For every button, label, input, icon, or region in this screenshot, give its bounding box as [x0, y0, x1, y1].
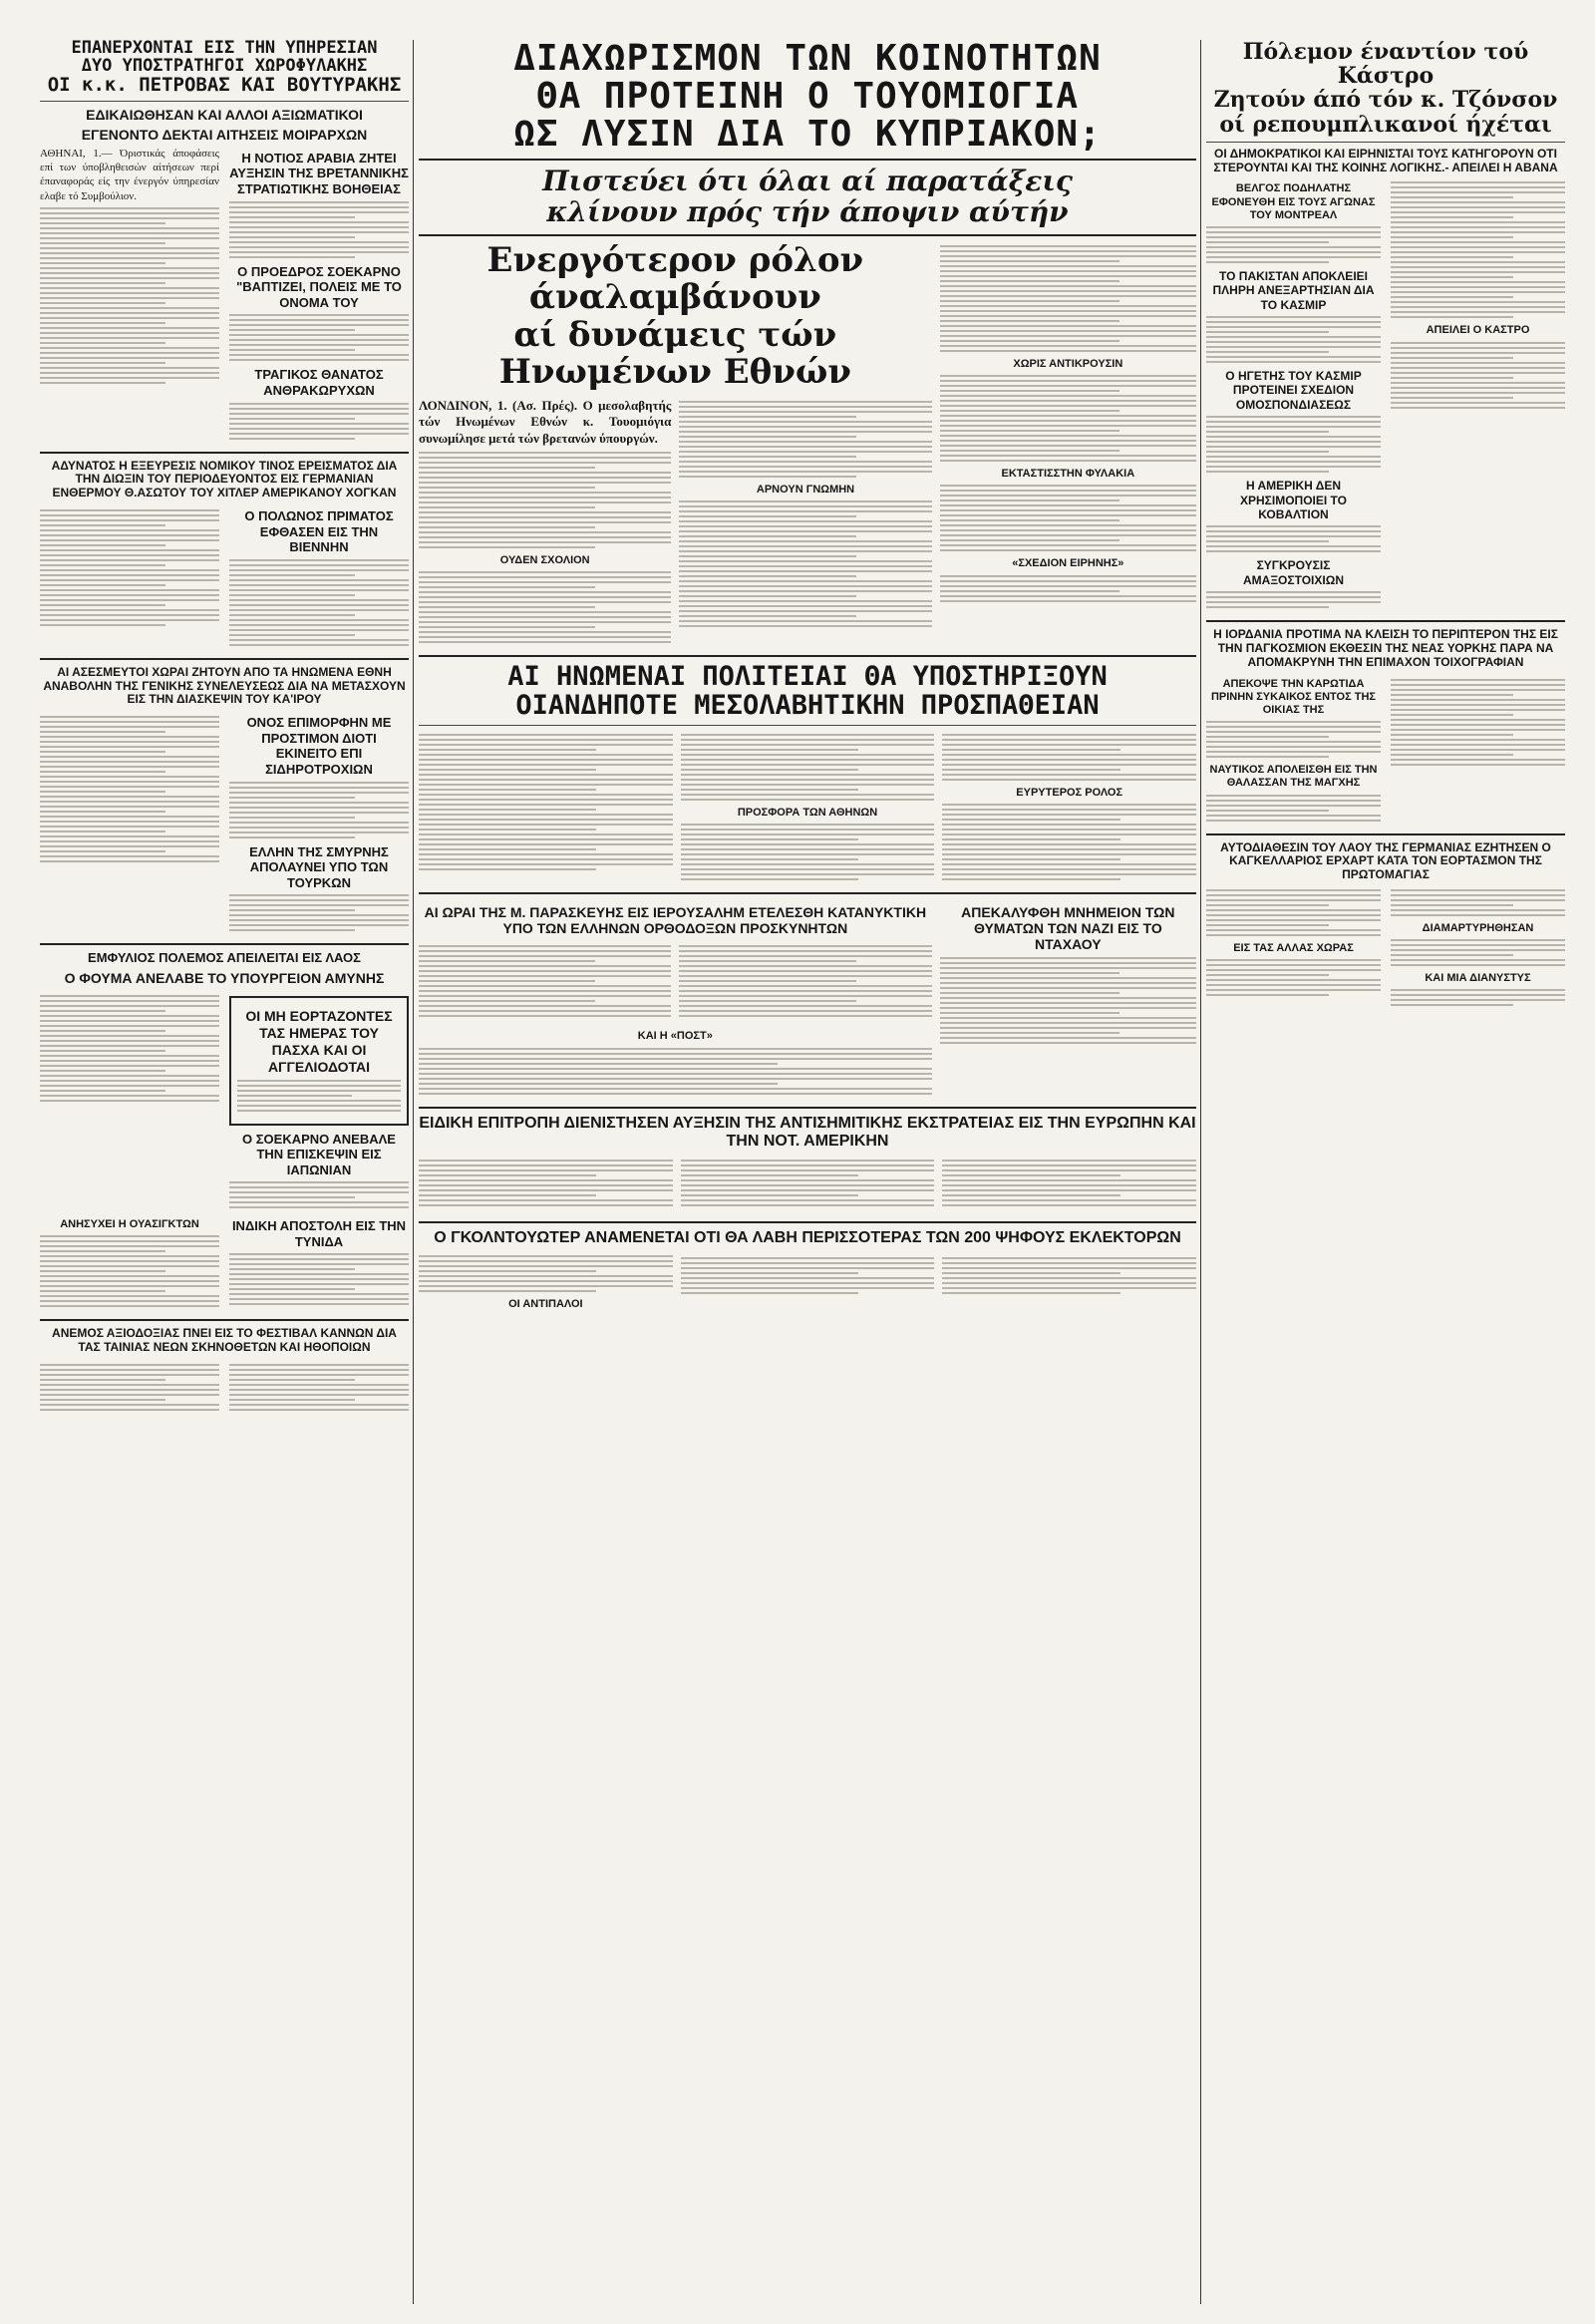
deck-large: αί δυνάμεις τών Ηνωμένων Εθνών	[498, 314, 851, 393]
article-headline: ΒΕΛΓΟΣ ΠΟΔΗΛΑΤΗΣ ΕΦΟΝΕΥΘΗ ΕΙΣ ΤΟΥΣ ΑΓΩΝΑΣ ΤΟΥ ΜΟΝΤΡΕΑΛ	[1211, 182, 1376, 221]
headline: ΑΙ ΗΝΩΜΕΝΑΙ ΠΟΛΙΤΕΙΑΙ ΘΑ ΥΠΟΣΤΗΡΙΞΟΥΝ	[507, 661, 1108, 693]
article-text	[40, 506, 219, 646]
rule	[419, 725, 1196, 726]
article-headline: ΤΟ ΠΑΚΙΣΤΑΝ ΑΠΟΚΛΕΙΕΙ ΠΛΗΡΗ ΑΝΕΞΑΡΤΗΣΙΑΝ ΔΙΑ ΤΟ ΚΑΣΜΙΡ	[1212, 268, 1375, 312]
article-text	[940, 245, 1196, 352]
article-text	[1391, 342, 1565, 409]
headline: ΑΝΕΜΟΣ ΑΞΙΟΔΟΞΙΑΣ ΠΝΕΙ ΕΙΣ ΤΟ ΦΕΣΤΙΒΑΛ ΚΑΝΝΩΝ ΔΙΑ ΤΑΣ ΤΑΙΝΙΑΣ ΝΕΩΝ ΣΚΗΝΟΘΕΤΩΝ ΚΑΙ ΗΘΟΠΟΙΩΝ	[52, 1326, 397, 1355]
article-text	[229, 894, 409, 931]
article-headline: ΝΑΥΤΙΚΟΣ ΑΠΟΛΕΙΣΘΗ ΕΙΣ ΤΗΝ ΘΑΛΑΣΣΑΝ ΤΗΣ ΜΑΓΧΗΣ	[1209, 764, 1378, 790]
article-subhead: ΕΚΤΑΣΤΙΣΣΤΗΝ ΦΥΛΑΚΙΑ	[1001, 468, 1135, 481]
article-text	[229, 782, 409, 838]
article-subhead: ΑΠΕΙΛΕΙ Ο ΚΑΣΤΡΟ	[1426, 324, 1530, 337]
deck-large: Ενεργότερον ρόλον άναλαμβάνουν	[486, 239, 864, 318]
deck: κλίνουν πρός τήν άποψιν αύτήν	[546, 195, 1069, 229]
rule	[419, 655, 1196, 657]
rule	[419, 1107, 1196, 1109]
headline: ΑΠΕΚΑΛΥΦΘΗ ΜΝΗΜΕΙΟΝ ΤΩΝ ΘΥΜΑΤΩΝ ΤΩΝ ΝΑΖΙ ΕΙΣ ΤΟ ΝΤΑΧΑΟΥ	[961, 904, 1175, 953]
article-headline: ΕΛΛΗΝ ΤΗΣ ΣΜΥΡΝΗΣ ΑΠΟΛΑΥΝΕΙ ΥΠΟ ΤΩΝ ΤΟΥΡΚΩΝ	[249, 843, 389, 890]
notice-title: ΟΙ ΜΗ ΕΟΡΤΑΖΟΝΤΕΣ ΤΑΣ ΗΜΕΡΑΣ ΤΟΥ ΠΑΣΧΑ ΚΑΙ ΟΙ ΑΓΓΕΛΙΟΔΟΤΑΙ	[245, 1008, 393, 1075]
article-headline: ΣΥΓΚΡΟΥΣΙΣ ΑΜΑΞΟΣΤΟΙΧΙΩΝ	[1243, 558, 1344, 587]
headline: ΑΔΥΝΑΤΟΣ Η ΕΞΕΥΡΕΣΙΣ ΝΟΜΙΚΟΥ ΤΙΝΟΣ ΕΡΕΙΣΜΑΤΟΣ ΔΙΑ ΤΗΝ ΔΙΩΞΙΝ ΤΟΥ ΠΕΡΙΟΔΕΥΟΝΤΟΣ ΕΙΣ ΓΕΡΜΑΝΙΑΝ ΕΝΘΕΡΜΟΥ Θ.ΑΣΩΤΟΥ ΤΟΥ ΧΙΤΛΕΡ ΑΜΕΡΙΚΑΝΟΥ ΧΟΓΚΑΝ	[51, 458, 398, 500]
article-text	[40, 992, 219, 1208]
headline: ΑΙ ΑΣΕΣΜΕΥΤΟΙ ΧΩΡΑΙ ΖΗΤΟΥΝ ΑΠΟ ΤΑ ΗΝΩΜΕΝΑ ΕΘΝΗ ΑΝΑΒΟΛΗΝ ΤΗΣ ΓΕΝΙΚΗΣ ΣΥΝΕΛΕΥΣΕΩΣ ΔΙΑ ΝΑ ΜΕΤΑΣΧΟΥΝ ΕΙΣ ΤΗΝ ΔΙΑΣΚΕΨΙΝ ΤΟΥ ΚΑ'ΙΡΟΥ	[43, 664, 406, 707]
article-text	[229, 201, 409, 258]
article-text	[229, 314, 409, 361]
article-subhead: ΟΥΔΕΝ ΣΧΟΛΙΟΝ	[499, 554, 590, 567]
rule	[40, 452, 409, 454]
main-headline: ΩΣ ΛΥΣΙΝ ΔΙΑ ΤΟ ΚΥΠΡΙΑΚΟΝ;	[513, 113, 1102, 155]
rule	[1206, 620, 1565, 622]
article-text	[942, 1254, 1196, 1309]
headline: ΕΜΦΥΛΙΟΣ ΠΟΛΕΜΟΣ ΑΠΕΙΛΕΙΤΑΙ ΕΙΣ ΛΑΟΣ	[88, 950, 361, 966]
main-headline: ΘΑ ΠΡΟΤΕΙΝΗ Ο ΤΟΥΟΜΙΟΓΙΑ	[535, 75, 1080, 117]
headline: Ο ΦΟΥΜΑ ΑΝΕΛΑΒΕ ΤΟ ΥΠΟΥΡΓΕΙΟΝ ΑΜΥΝΗΣ	[64, 970, 385, 987]
article-text	[1206, 226, 1381, 263]
article-text	[681, 1157, 935, 1209]
headline: Ο ΓΚΟΛΝΤΟΥΩΤΕΡ ΑΝΑΜΕΝΕΤΑΙ ΟΤΙ ΘΑ ΛΑΒΗ ΠΕΡΙΣΣΟΤΕΡΑΣ ΤΩΝ 200 ΨΗΦΟΥΣ ΕΚΛΕΚΤΟΡΩΝ	[434, 1229, 1181, 1247]
article-text	[1206, 721, 1381, 758]
rule	[1206, 142, 1565, 143]
article-text	[940, 485, 1196, 551]
article-text	[940, 957, 1196, 1044]
article-text	[229, 1253, 409, 1305]
article-headline: ΑΠΕΚΟΨΕ ΤΗΝ ΚΑΡΩΤΙΔΑ ΠΡΙΝΗΝ ΣΥΚΑΙΚΟΣ ΕΝΤΟΣ ΤΗΣ ΟΙΚΙΑΣ ΤΗΣ	[1210, 677, 1377, 716]
article-text	[1206, 416, 1381, 473]
article-subhead: ΔΙΑΜΑΡΤΥΡΗΘΗΣΑΝ	[1422, 921, 1534, 934]
article-lead: ΛΟΝΔΙΝΟΝ, 1. (Ασ. Πρές). Ο μεσολαβητής τών Ηνωμένων Εθνών κ. Τουομιόγια συνωμίλησε μετά τών βρετανών ύπουργών.	[419, 397, 672, 447]
rule	[40, 101, 409, 102]
rule	[1206, 833, 1565, 835]
column-rule	[413, 40, 414, 2304]
article-text	[681, 824, 935, 880]
article-text	[679, 500, 931, 627]
article-text	[419, 734, 673, 870]
article-text	[229, 403, 409, 440]
deck: Πιστεύει ότι όλαι αί παρατάξεις	[542, 165, 1073, 198]
rule	[40, 658, 409, 660]
subheadline: ΕΔΙΚΑΙΩΘΗΣΑΝ ΚΑΙ ΑΛΛΟΙ ΑΞΙΩΜΑΤΙΚΟΙ	[86, 106, 363, 123]
notice-box	[229, 996, 409, 1125]
left-column	[40, 40, 409, 2304]
article-headline: Ο ΠΡΟΕΔΡΟΣ ΣΟΕΚΑΡΝΟ "ΒΑΠΤΙΖΕΙ, ΠΟΛΕΙΣ ΜΕ ΤΟ ΟΝΟΜΑ ΤΟΥ	[236, 263, 402, 310]
headline: Πόλεμον έναντίον τού Κάστρο	[1242, 39, 1529, 90]
article-subhead: ΑΝΗΣΥΧΕΙ Η ΟΥΑΣΙΓΚΤΩΝ	[60, 1218, 199, 1231]
article-lead: ΑΘΗΝΑΙ, 1.— Όριστικάς άποφάσεις επί των ύποβληθεισών αίτήσεων περί έπαναφοράς είς την ένεργόν ύπηρεσίαν ελαβε τό Συμβούλιον.	[40, 147, 219, 202]
headline: οί ρεπουμπλικανοί ήχέται	[1219, 111, 1552, 138]
main-headline: ΔΙΑΧΩΡΙΣΜΟΝ ΤΩΝ ΚΟΙΝΟΤΗΤΩΝ	[513, 38, 1102, 79]
article-text	[419, 1255, 673, 1292]
rule	[419, 892, 1196, 894]
article-text	[1391, 676, 1565, 822]
article-text	[940, 575, 1196, 602]
rule	[419, 159, 1196, 161]
article-text	[419, 1157, 673, 1209]
article-headline: Ο ΗΓΕΤΗΣ ΤΟΥ ΚΑΣΜΙΡ ΠΡΟΤΕΙΝΕΙ ΣΧΕΔΙΟΝ ΟΜΟΣΠΟΝΔΙΑΣΕΩΣ	[1225, 369, 1362, 412]
headline: ΔΥΟ ΥΠΟΣΤΡΑΤΗΓΟΙ ΧΩΡΟΦΥΛΑΚΗΣ	[81, 55, 368, 76]
headline: ΑΥΤΟΔΙΑΘΕΣΙΝ ΤΟΥ ΛΑΟΥ ΤΗΣ ΓΕΡΜΑΝΙΑΣ ΕΖΗΤΗΣΕΝ Ο ΚΑΓΚΕΛΛΑΡΙΟΣ ΕΡΧΑΡΤ ΚΑΤΑ ΤΟΝ ΕΟΡΤΑΣΜΟΝ ΤΗΣ ΠΡΩΤΟΜΑΓΙΑΣ	[1220, 839, 1551, 882]
article-subhead: ΚΑΙ Η «ΠΟΣΤ»	[637, 1030, 713, 1043]
headline: Ζητούν άπό τόν κ. Τζόνσον	[1213, 87, 1558, 114]
article-text	[942, 734, 1196, 781]
headline: ΟΙΑΝΔΗΠΟΤΕ ΜΕΣΟΛΑΒΗΤΙΚΗΝ ΠΡΟΣΠΑΘΕΙΑΝ	[515, 689, 1100, 721]
article-text	[679, 942, 931, 1020]
article-text	[942, 1157, 1196, 1209]
article-text	[229, 559, 409, 646]
article-text	[419, 571, 671, 643]
article-text	[940, 375, 1196, 462]
headline: ΕΠΑΝΕΡΧΟΝΤΑΙ ΕΙΣ ΤΗΝ ΥΠΗΡΕΣΙΑΝ	[71, 38, 378, 58]
article-subhead: ΕΙΣ ΤΑΣ ΑΛΛΑΣ ΧΩΡΑΣ	[1233, 941, 1354, 954]
article-subhead: ΑΡΝΟΥΝ ΓΝΩΜΗΝ	[756, 483, 855, 496]
notice-text	[237, 1080, 401, 1112]
article-headline: ΟΝΟΣ ΕΠΙΜΟΡΦΗΝ ΜΕ ΠΡΟΣΤΙΜΟΝ ΔΙΟΤΙ ΕΚΙΝΕΙΤΟ ΕΠΙ ΣΙΔΗΡΟΤΡΟΧΙΩΝ	[246, 715, 392, 777]
subheadline: ΟΙ ΔΗΜΟΚΡΑΤΙΚΟΙ ΚΑΙ ΕΙΡΗΝΙΣΤΑΙ ΤΟΥΣ ΚΑΤΗΓΟΡΟΥΝ ΟΤΙ ΣΤΕΡΟΥΝΤΑΙ ΚΑΙ ΤΗΣ ΚΟΙΝΗΣ ΛΟΓΙΚΗΣ.- ΑΠΕΙΛΕΙ Η ΑΒΑΝΑ	[1213, 146, 1558, 174]
article-text	[1391, 889, 1565, 916]
article-text	[679, 401, 931, 478]
article-text	[40, 713, 219, 931]
article-text	[681, 1254, 935, 1309]
article-headline: Ο ΣΟΕΚΑΡΝΟ ΑΝΕΒΑΛΕ ΤΗΝ ΕΠΙΣΚΕΨΙΝ ΕΙΣ ΙΑΠΩΝΙΑΝ	[242, 1131, 396, 1177]
article-text	[1206, 316, 1381, 363]
article-subhead: ΕΥΡΥΤΕΡΟΣ ΡΟΛΟΣ	[1016, 787, 1123, 800]
rule	[40, 1319, 409, 1321]
article-text	[1391, 989, 1565, 1006]
article-text	[1206, 591, 1381, 608]
article-text	[1206, 525, 1381, 552]
article-text	[419, 452, 671, 548]
article-text	[1206, 889, 1381, 936]
article-text	[1391, 939, 1565, 966]
column-rule	[1200, 40, 1201, 2304]
article-text	[40, 1235, 219, 1307]
right-column	[1206, 40, 1565, 2304]
rule	[419, 1221, 1196, 1223]
article-subhead: ΧΩΡΙΣ ΑΝΤΙΚΡΟΥΣΙΝ	[1013, 357, 1123, 370]
headline: ΟΙ κ.κ. ΠΕΤΡΟΒΑΣ ΚΑΙ ΒΟΥΤΥΡΑΚΗΣ	[47, 73, 402, 96]
rule	[40, 943, 409, 945]
article-subhead: ΚΑΙ ΜΙΑ ΔΙΑΝΥΣΤΥΣ	[1425, 972, 1531, 985]
article-text	[1206, 795, 1381, 822]
rule	[419, 234, 1196, 236]
article-subhead: ΟΙ ΑΝΤΙΠΑΛΟΙ	[508, 1297, 583, 1310]
article-text	[229, 1361, 409, 1414]
headline: ΑΙ ΩΡΑΙ ΤΗΣ Μ. ΠΑΡΑΣΚΕΥΗΣ ΕΙΣ ΙΕΡΟΥΣΑΛΗΜ ΕΤΕΛΕΣΘΗ ΚΑΤΑΝΥΚΤΙΚΗ ΥΠΟ ΤΩΝ ΕΛΛΗΝΩΝ ΟΡΘΟΔΟΞΩΝ ΠΡΟΣΚΥΝΗΤΩΝ	[424, 904, 927, 937]
center-column	[419, 40, 1196, 2304]
headline: Η ΙΟΡΔΑΝΙΑ ΠΡΟΤΙΜΑ ΝΑ ΚΛΕΙΣΗ ΤΟ ΠΕΡΙΠΤΕΡΟΝ ΤΗΣ ΕΙΣ ΤΗΝ ΠΑΓΚΟΣΜΙΟΝ ΕΚΘΕΣΙΝ ΤΗΣ ΝΕΑΣ ΥΟΡΚΗΣ ΠΑΡΑ ΝΑ ΑΠΟΜΑΚΡΥΝΗ ΤΗΝ ΕΠΙΜΑΧΟΝ ΤΟΙΧΟΓΡΑΦΙΑΝ	[1213, 627, 1558, 669]
article-headline: ΤΡΑΓΙΚΟΣ ΘΑΝΑΤΟΣ ΑΝΘΡΑΚΩΡΥΧΩΝ	[254, 367, 384, 398]
article-text	[40, 207, 219, 384]
article-text	[681, 734, 935, 801]
article-text	[40, 1361, 219, 1414]
article-text	[942, 804, 1196, 880]
article-text	[419, 942, 671, 1020]
article-text	[419, 1048, 932, 1095]
article-headline: Η ΝΟΤΙΟΣ ΑΡΑΒΙΑ ΖΗΤΕΙ ΑΥΞΗΣΙΝ ΤΗΣ ΒΡΕΤΑΝΝΙΚΗΣ ΣΤΡΑΤΙΩΤΙΚΗΣ ΒΟΗΘΕΙΑΣ	[229, 150, 409, 196]
article-headline: Η ΑΜΕΡΙΚΗ ΔΕΝ ΧΡΗΣΙΜΟΠΟΙΕΙ ΤΟ ΚΟΒΑΛΤΙΟΝ	[1240, 479, 1347, 522]
article-subhead: «ΣΧΕΔΙΟΝ ΕΙΡΗΝΗΣ»	[1012, 557, 1124, 570]
subheadline: ΕΓΕΝΟΝΤΟ ΔΕΚΤΑΙ ΑΙΤΗΣΕΙΣ ΜΟΙΡΑΡΧΩΝ	[81, 126, 368, 143]
article-text	[1206, 959, 1381, 996]
article-headline: Ο ΠΟΛΩΝΟΣ ΠΡΙΜΑΤΟΣ ΕΦΘΑΣΕΝ ΕΙΣ ΤΗΝ ΒΙΕΝΝΗΝ	[244, 507, 394, 555]
article-text	[229, 1181, 409, 1208]
article-headline: ΙΝΔΙΚΗ ΑΠΟΣΤΟΛΗ ΕΙΣ ΤΗΝ ΤΥΝΙΔΑ	[231, 1218, 407, 1249]
article-text	[1391, 181, 1565, 318]
headline: ΕΙΔΙΚΗ ΕΠΙΤΡΟΠΗ ΔΙΕΝΙΣΤΗΣΕΝ ΑΥΞΗΣΙΝ ΤΗΣ ΑΝΤΙΣΗΜΙΤΙΚΗΣ ΕΚΣΤΡΑΤΕΙΑΣ ΕΙΣ ΤΗΝ ΕΥΡΩΠΗΝ ΚΑΙ ΤΗΝ ΝΟΤ. ΑΜΕΡΙΚΗΝ	[419, 1114, 1196, 1151]
article-subhead: ΠΡΟΣΦΟΡΑ ΤΩΝ ΑΘΗΝΩΝ	[737, 807, 878, 820]
